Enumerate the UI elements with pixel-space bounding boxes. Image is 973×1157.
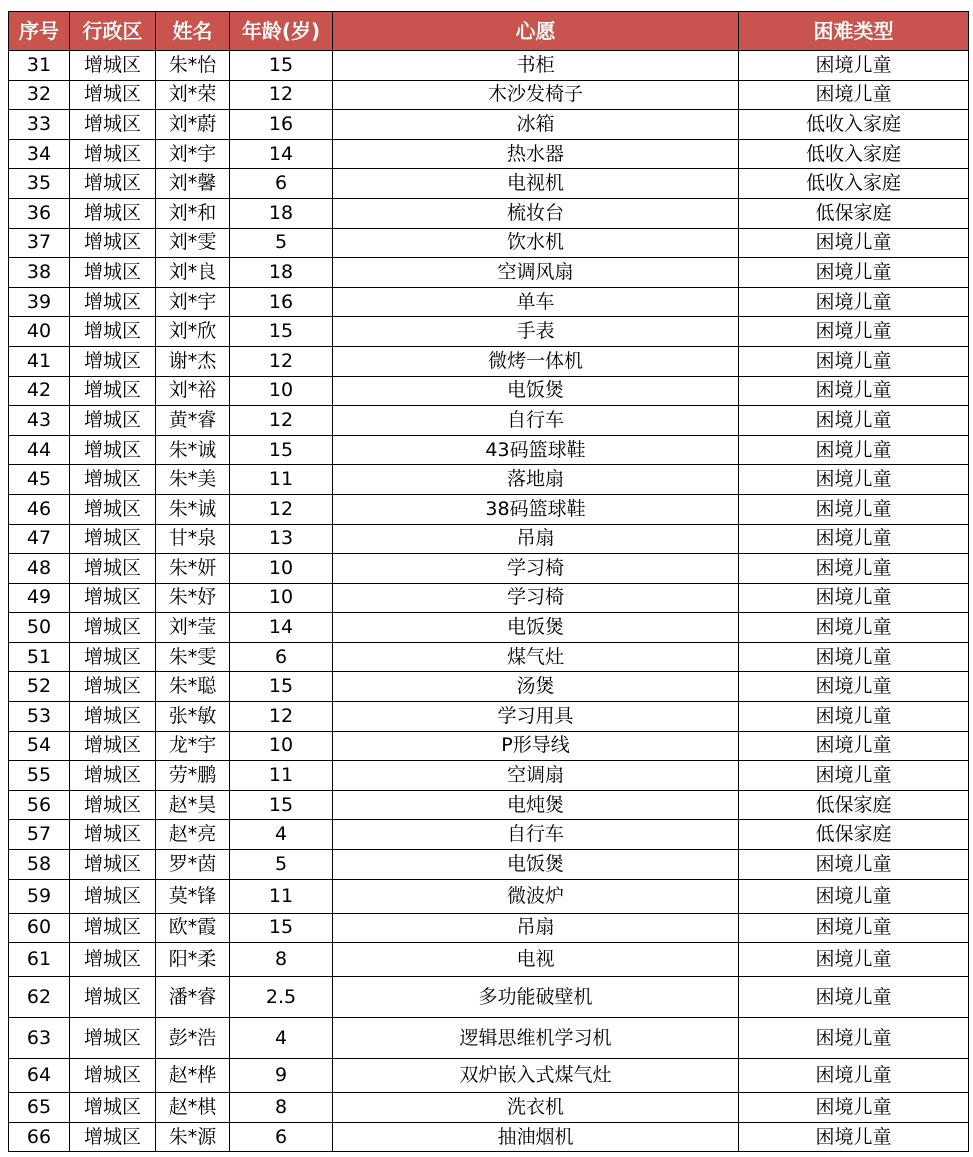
wish-cell: 微波炉: [333, 879, 739, 913]
district-cell: 增城区: [70, 258, 156, 288]
hardship-type-cell: 困境儿童: [739, 1122, 969, 1152]
table-row: [9, 977, 969, 1018]
district-cell: 增城区: [70, 943, 156, 977]
wish-cell: 单车: [333, 287, 739, 317]
hardship-type-cell: 困境儿童: [739, 913, 969, 943]
table-row: [9, 583, 969, 613]
wish-cell: 煤气灶: [333, 642, 739, 672]
hardship-type-cell: 困境儿童: [739, 228, 969, 258]
table-row: [9, 790, 969, 820]
district-cell: 增城区: [70, 139, 156, 169]
name-cell: 刘*雯: [156, 228, 230, 258]
hardship-type-cell: 困境儿童: [739, 702, 969, 732]
name-cell: 朱*源: [156, 1122, 230, 1152]
index-cell: 64: [9, 1059, 70, 1093]
index-cell: 50: [9, 613, 70, 643]
name-cell: 赵*昊: [156, 790, 230, 820]
index-cell: 61: [9, 943, 70, 977]
name-cell: 朱*妤: [156, 583, 230, 613]
hardship-type-cell: 困境儿童: [739, 850, 969, 880]
wish-cell: 双炉嵌入式煤气灶: [333, 1059, 739, 1093]
name-cell: 朱*雯: [156, 642, 230, 672]
age-cell: 12: [230, 494, 333, 524]
age-cell: 14: [230, 139, 333, 169]
wish-cell: 吊扇: [333, 913, 739, 943]
name-cell: 刘*荣: [156, 80, 230, 110]
wish-cell: 电视: [333, 943, 739, 977]
table-row: [9, 494, 969, 524]
hardship-type-cell: 困境儿童: [739, 977, 969, 1018]
wish-cell: 冰箱: [333, 110, 739, 140]
hardship-type-cell: 低收入家庭: [739, 139, 969, 169]
age-cell: 18: [230, 198, 333, 228]
district-cell: 增城区: [70, 317, 156, 347]
age-cell: 12: [230, 702, 333, 732]
name-cell: 赵*桦: [156, 1059, 230, 1093]
district-cell: 增城区: [70, 554, 156, 584]
hardship-type-cell: 困境儿童: [739, 1059, 969, 1093]
name-cell: 潘*睿: [156, 977, 230, 1018]
wish-cell: 43码篮球鞋: [333, 435, 739, 465]
hardship-type-cell: 困境儿童: [739, 524, 969, 554]
age-cell: 15: [230, 51, 333, 81]
index-cell: 41: [9, 346, 70, 376]
index-cell: 56: [9, 790, 70, 820]
table-row: [9, 169, 969, 199]
wish-cell: 多功能破壁机: [333, 977, 739, 1018]
district-cell: 增城区: [70, 977, 156, 1018]
table-row: [9, 51, 969, 81]
district-cell: 增城区: [70, 879, 156, 913]
district-cell: 增城区: [70, 198, 156, 228]
hardship-type-cell: 困境儿童: [739, 317, 969, 347]
wish-cell: 手表: [333, 317, 739, 347]
header-district: 行政区: [70, 12, 156, 51]
header-wish: 心愿: [333, 12, 739, 51]
wish-cell: 饮水机: [333, 228, 739, 258]
age-cell: 4: [230, 1018, 333, 1059]
table-row: [9, 258, 969, 288]
age-cell: 11: [230, 879, 333, 913]
age-cell: 18: [230, 258, 333, 288]
name-cell: 刘*欣: [156, 317, 230, 347]
name-cell: 刘*宇: [156, 139, 230, 169]
index-cell: 62: [9, 977, 70, 1018]
age-cell: 12: [230, 346, 333, 376]
wish-cell: 空调扇: [333, 761, 739, 791]
hardship-type-cell: 低保家庭: [739, 790, 969, 820]
age-cell: 10: [230, 376, 333, 406]
index-cell: 33: [9, 110, 70, 140]
hardship-type-cell: 困境儿童: [739, 406, 969, 436]
wish-cell: 38码篮球鞋: [333, 494, 739, 524]
district-cell: 增城区: [70, 1093, 156, 1123]
age-cell: 15: [230, 790, 333, 820]
table-row: [9, 287, 969, 317]
district-cell: 增城区: [70, 672, 156, 702]
table-row: [9, 850, 969, 880]
district-cell: 增城区: [70, 435, 156, 465]
district-cell: 增城区: [70, 228, 156, 258]
age-cell: 10: [230, 583, 333, 613]
name-cell: 罗*茵: [156, 850, 230, 880]
table-row: [9, 642, 969, 672]
name-cell: 朱*诚: [156, 435, 230, 465]
index-cell: 65: [9, 1093, 70, 1123]
index-cell: 47: [9, 524, 70, 554]
index-cell: 40: [9, 317, 70, 347]
hardship-type-cell: 困境儿童: [739, 879, 969, 913]
header-index: 序号: [9, 12, 70, 51]
table-row: [9, 524, 969, 554]
wish-cell: 学习用具: [333, 702, 739, 732]
wish-cell: 洗衣机: [333, 1093, 739, 1123]
wish-cell: 吊扇: [333, 524, 739, 554]
index-cell: 57: [9, 820, 70, 850]
wish-cell: 书柜: [333, 51, 739, 81]
index-cell: 60: [9, 913, 70, 943]
wish-cell: 微烤一体机: [333, 346, 739, 376]
hardship-type-cell: 困境儿童: [739, 258, 969, 288]
district-cell: 增城区: [70, 613, 156, 643]
table-row: [9, 554, 969, 584]
index-cell: 49: [9, 583, 70, 613]
name-cell: 刘*裕: [156, 376, 230, 406]
table-row: [9, 110, 969, 140]
district-cell: 增城区: [70, 406, 156, 436]
table-row: [9, 761, 969, 791]
wish-cell: P形导线: [333, 731, 739, 761]
wish-list-table: [8, 11, 969, 1152]
name-cell: 刘*蔚: [156, 110, 230, 140]
hardship-type-cell: 困境儿童: [739, 1093, 969, 1123]
table-row: [9, 1122, 969, 1152]
age-cell: 8: [230, 1093, 333, 1123]
table-row: [9, 943, 969, 977]
wish-cell: 电饭煲: [333, 613, 739, 643]
hardship-type-cell: 困境儿童: [739, 376, 969, 406]
age-cell: 11: [230, 465, 333, 495]
district-cell: 增城区: [70, 287, 156, 317]
age-cell: 16: [230, 110, 333, 140]
wish-cell: 逻辑思维机学习机: [333, 1018, 739, 1059]
index-cell: 37: [9, 228, 70, 258]
wish-cell: 空调风扇: [333, 258, 739, 288]
district-cell: 增城区: [70, 850, 156, 880]
header-hardship-type: 困难类型: [739, 12, 969, 51]
table-row: [9, 406, 969, 436]
wish-cell: 自行车: [333, 406, 739, 436]
age-cell: 15: [230, 435, 333, 465]
hardship-type-cell: 困境儿童: [739, 51, 969, 81]
table-row: [9, 1018, 969, 1059]
age-cell: 6: [230, 1122, 333, 1152]
index-cell: 32: [9, 80, 70, 110]
wish-cell: 学习椅: [333, 554, 739, 584]
index-cell: 31: [9, 51, 70, 81]
table-row: [9, 317, 969, 347]
hardship-type-cell: 困境儿童: [739, 435, 969, 465]
name-cell: 刘*和: [156, 198, 230, 228]
name-cell: 劳*鹏: [156, 761, 230, 791]
table-row: [9, 879, 969, 913]
district-cell: 增城区: [70, 583, 156, 613]
index-cell: 51: [9, 642, 70, 672]
hardship-type-cell: 困境儿童: [739, 642, 969, 672]
table-row: [9, 435, 969, 465]
index-cell: 53: [9, 702, 70, 732]
age-cell: 9: [230, 1059, 333, 1093]
hardship-type-cell: 困境儿童: [739, 494, 969, 524]
table-row: [9, 702, 969, 732]
index-cell: 54: [9, 731, 70, 761]
district-cell: 增城区: [70, 1122, 156, 1152]
district-cell: 增城区: [70, 913, 156, 943]
wish-cell: 落地扇: [333, 465, 739, 495]
table-row: [9, 465, 969, 495]
index-cell: 48: [9, 554, 70, 584]
header-age: 年龄(岁): [230, 12, 333, 51]
wish-cell: 电视机: [333, 169, 739, 199]
district-cell: 增城区: [70, 642, 156, 672]
index-cell: 63: [9, 1018, 70, 1059]
wish-cell: 木沙发椅子: [333, 80, 739, 110]
district-cell: 增城区: [70, 524, 156, 554]
hardship-type-cell: 低收入家庭: [739, 169, 969, 199]
district-cell: 增城区: [70, 731, 156, 761]
name-cell: 欧*霞: [156, 913, 230, 943]
district-cell: 增城区: [70, 1018, 156, 1059]
district-cell: 增城区: [70, 465, 156, 495]
name-cell: 朱*聪: [156, 672, 230, 702]
district-cell: 增城区: [70, 346, 156, 376]
index-cell: 34: [9, 139, 70, 169]
table-row: [9, 731, 969, 761]
hardship-type-cell: 困境儿童: [739, 761, 969, 791]
table-header: [9, 12, 969, 51]
name-cell: 甘*泉: [156, 524, 230, 554]
age-cell: 15: [230, 672, 333, 702]
hardship-type-cell: 困境儿童: [739, 731, 969, 761]
index-cell: 43: [9, 406, 70, 436]
index-cell: 42: [9, 376, 70, 406]
hardship-type-cell: 困境儿童: [739, 613, 969, 643]
name-cell: 朱*美: [156, 465, 230, 495]
age-cell: 12: [230, 406, 333, 436]
age-cell: 8: [230, 943, 333, 977]
age-cell: 2.5: [230, 977, 333, 1018]
table-row: [9, 80, 969, 110]
district-cell: 增城区: [70, 376, 156, 406]
wish-cell: 自行车: [333, 820, 739, 850]
name-cell: 莫*锋: [156, 879, 230, 913]
table-row: [9, 346, 969, 376]
index-cell: 38: [9, 258, 70, 288]
table-row: [9, 1093, 969, 1123]
index-cell: 45: [9, 465, 70, 495]
wish-cell: 汤煲: [333, 672, 739, 702]
wish-cell: 热水器: [333, 139, 739, 169]
district-cell: 增城区: [70, 820, 156, 850]
age-cell: 16: [230, 287, 333, 317]
index-cell: 44: [9, 435, 70, 465]
hardship-type-cell: 困境儿童: [739, 672, 969, 702]
district-cell: 增城区: [70, 110, 156, 140]
age-cell: 5: [230, 850, 333, 880]
age-cell: 10: [230, 554, 333, 584]
wish-cell: 梳妆台: [333, 198, 739, 228]
index-cell: 55: [9, 761, 70, 791]
wish-cell: 抽油烟机: [333, 1122, 739, 1152]
district-cell: 增城区: [70, 169, 156, 199]
age-cell: 11: [230, 761, 333, 791]
district-cell: 增城区: [70, 51, 156, 81]
wish-cell: 学习椅: [333, 583, 739, 613]
age-cell: 4: [230, 820, 333, 850]
table-row: [9, 820, 969, 850]
hardship-type-cell: 低收入家庭: [739, 110, 969, 140]
table-row: [9, 913, 969, 943]
hardship-type-cell: 低保家庭: [739, 820, 969, 850]
district-cell: 增城区: [70, 494, 156, 524]
index-cell: 66: [9, 1122, 70, 1152]
name-cell: 谢*杰: [156, 346, 230, 376]
table-body: [9, 51, 969, 1152]
name-cell: 阳*柔: [156, 943, 230, 977]
name-cell: 赵*棋: [156, 1093, 230, 1123]
hardship-type-cell: 困境儿童: [739, 465, 969, 495]
district-cell: 增城区: [70, 761, 156, 791]
table-row: [9, 228, 969, 258]
name-cell: 张*敏: [156, 702, 230, 732]
hardship-type-cell: 困境儿童: [739, 80, 969, 110]
table-row: [9, 1059, 969, 1093]
table-row: [9, 672, 969, 702]
age-cell: 6: [230, 169, 333, 199]
index-cell: 52: [9, 672, 70, 702]
age-cell: 15: [230, 913, 333, 943]
district-cell: 增城区: [70, 790, 156, 820]
table-row: [9, 376, 969, 406]
index-cell: 35: [9, 169, 70, 199]
district-cell: 增城区: [70, 702, 156, 732]
table-row: [9, 613, 969, 643]
age-cell: 10: [230, 731, 333, 761]
name-cell: 朱*诚: [156, 494, 230, 524]
index-cell: 59: [9, 879, 70, 913]
index-cell: 39: [9, 287, 70, 317]
age-cell: 13: [230, 524, 333, 554]
hardship-type-cell: 困境儿童: [739, 287, 969, 317]
district-cell: 增城区: [70, 1059, 156, 1093]
index-cell: 58: [9, 850, 70, 880]
name-cell: 龙*宇: [156, 731, 230, 761]
wish-cell: 电炖煲: [333, 790, 739, 820]
table-row: [9, 139, 969, 169]
name-cell: 朱*怡: [156, 51, 230, 81]
name-cell: 刘*良: [156, 258, 230, 288]
wish-cell: 电饭煲: [333, 376, 739, 406]
age-cell: 15: [230, 317, 333, 347]
name-cell: 刘*馨: [156, 169, 230, 199]
age-cell: 6: [230, 642, 333, 672]
index-cell: 46: [9, 494, 70, 524]
name-cell: 刘*莹: [156, 613, 230, 643]
name-cell: 赵*亮: [156, 820, 230, 850]
hardship-type-cell: 困境儿童: [739, 943, 969, 977]
name-cell: 朱*妍: [156, 554, 230, 584]
hardship-type-cell: 困境儿童: [739, 346, 969, 376]
name-cell: 黄*睿: [156, 406, 230, 436]
district-cell: 增城区: [70, 80, 156, 110]
name-cell: 刘*宇: [156, 287, 230, 317]
table-row: [9, 198, 969, 228]
age-cell: 5: [230, 228, 333, 258]
header-row: [9, 12, 969, 51]
hardship-type-cell: 困境儿童: [739, 1018, 969, 1059]
age-cell: 14: [230, 613, 333, 643]
wish-cell: 电饭煲: [333, 850, 739, 880]
hardship-type-cell: 困境儿童: [739, 554, 969, 584]
header-name: 姓名: [156, 12, 230, 51]
hardship-type-cell: 低保家庭: [739, 198, 969, 228]
index-cell: 36: [9, 198, 70, 228]
name-cell: 彭*浩: [156, 1018, 230, 1059]
age-cell: 12: [230, 80, 333, 110]
hardship-type-cell: 困境儿童: [739, 583, 969, 613]
